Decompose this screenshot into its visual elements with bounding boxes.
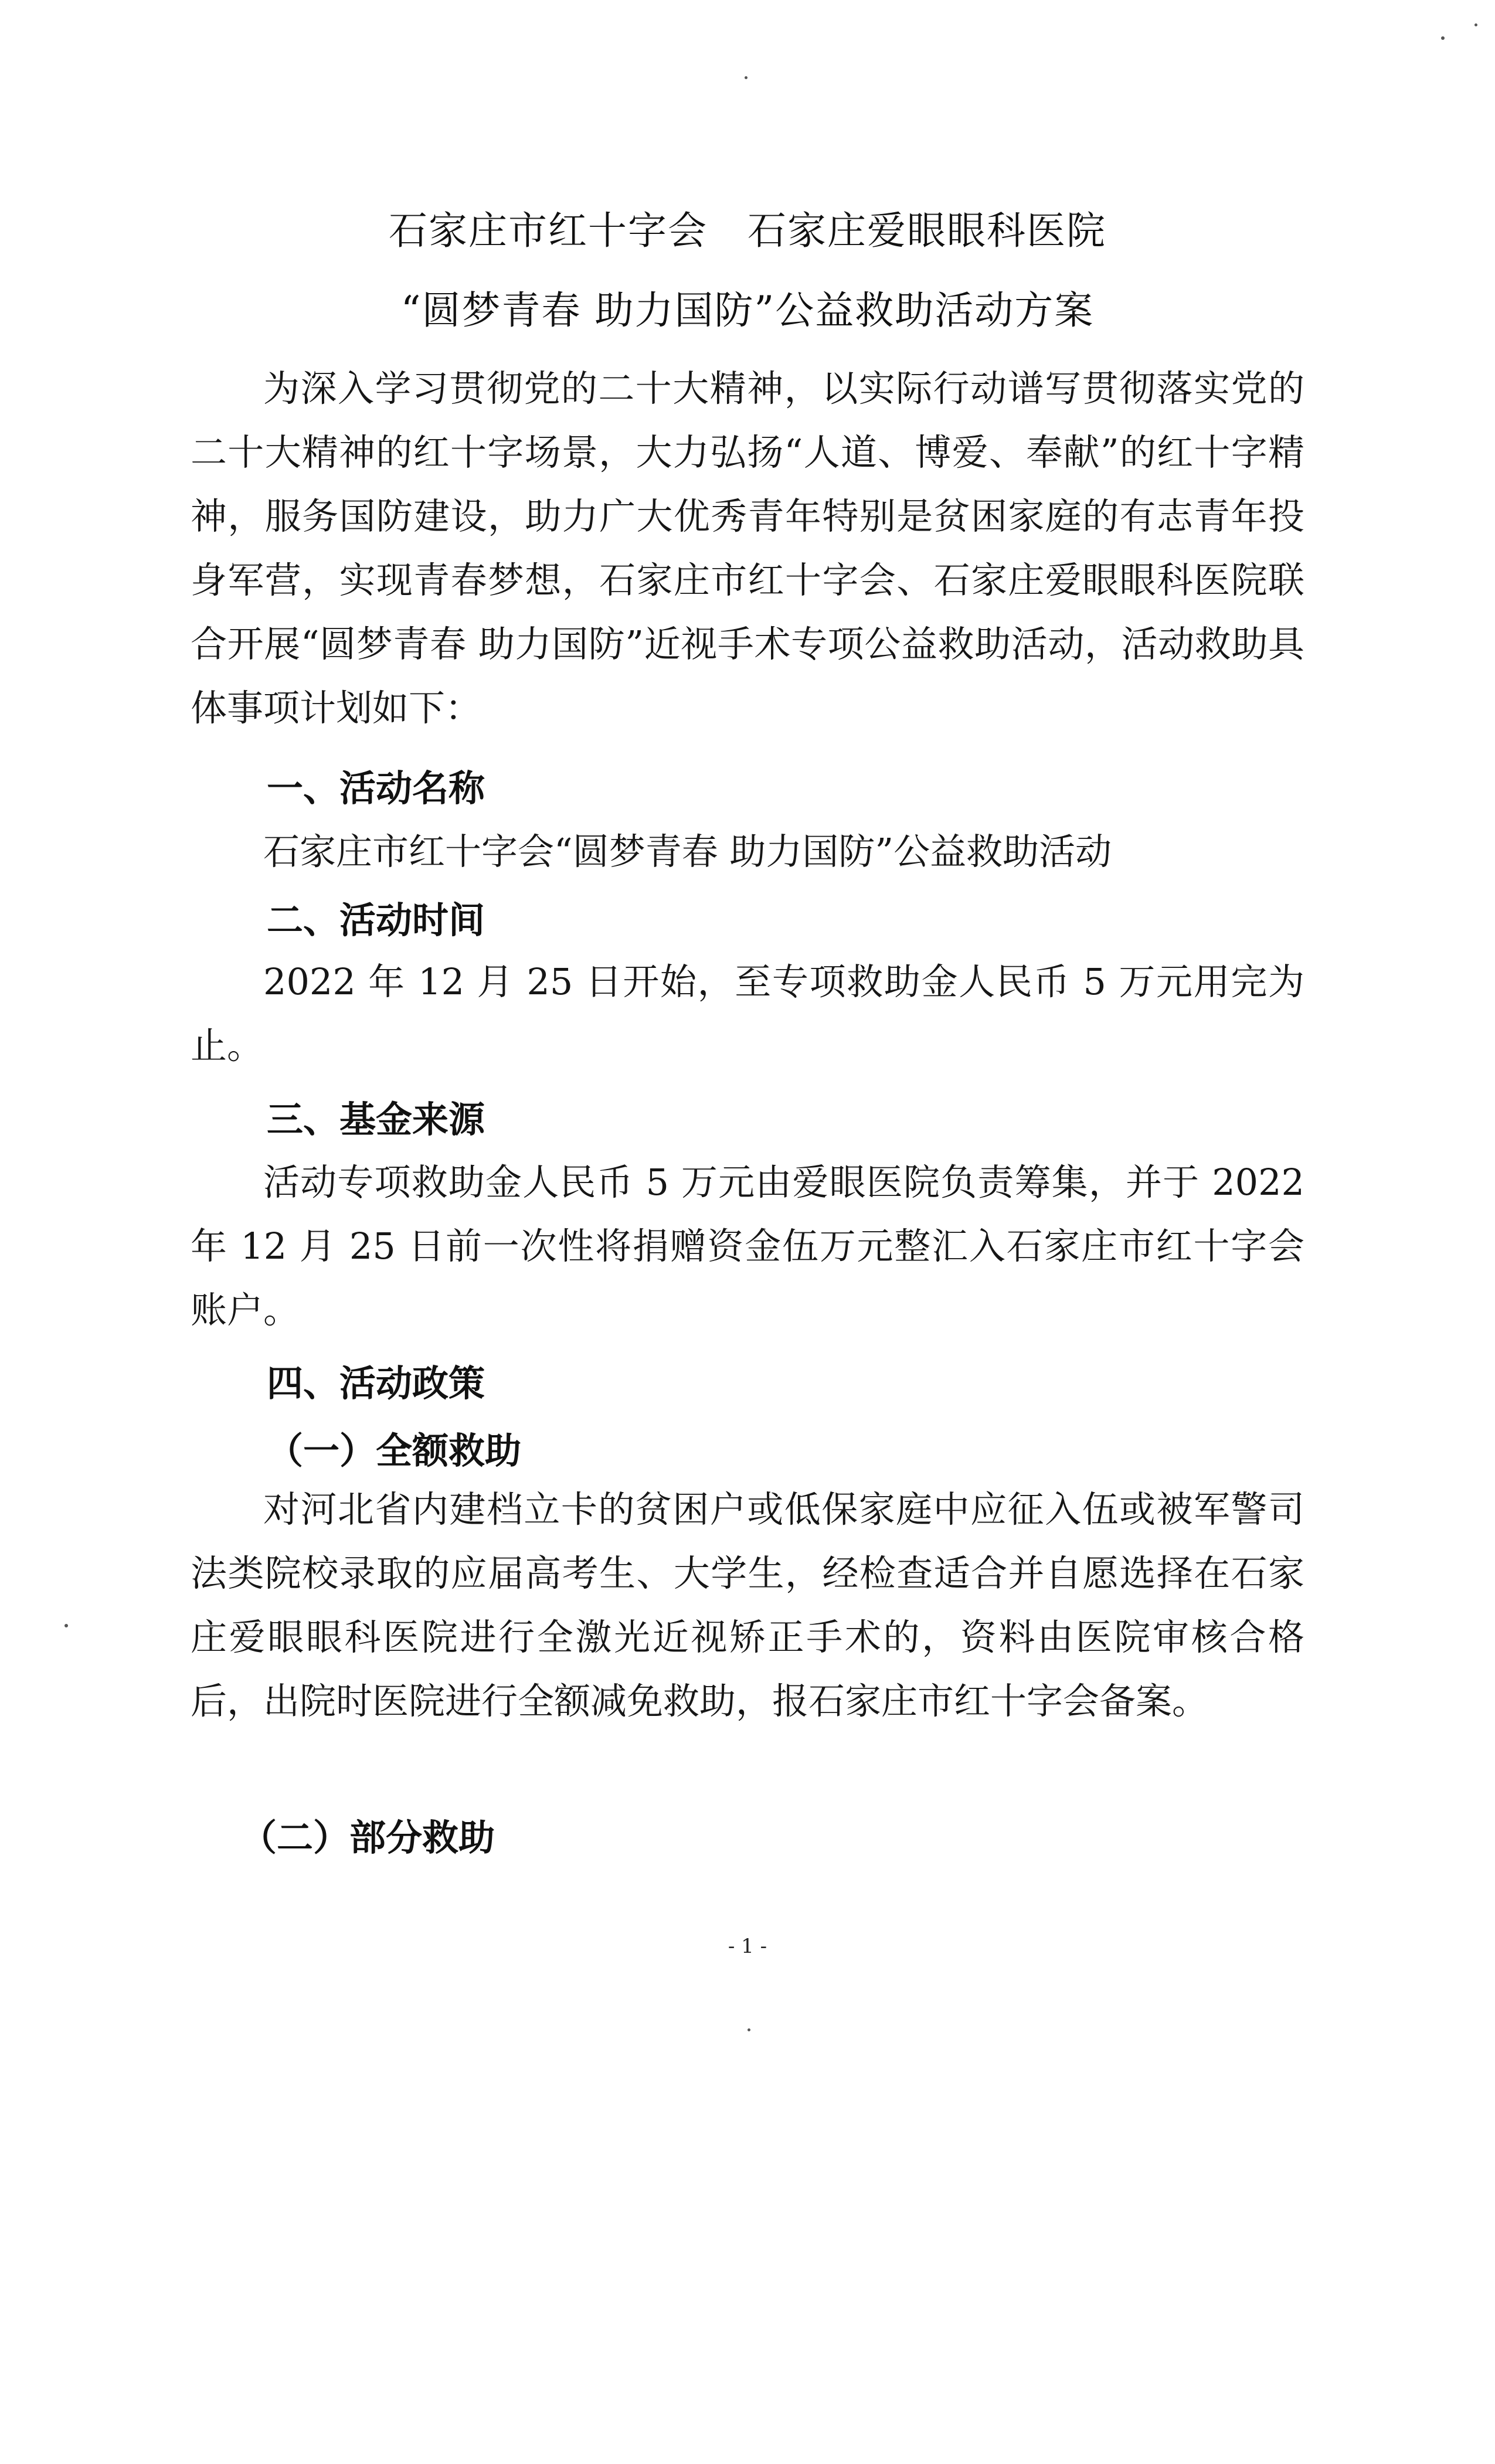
- subsection-heading-full-aid: （一）全额救助: [267, 1429, 522, 1472]
- scan-speck: [1441, 36, 1445, 40]
- page-number: - 1 -: [728, 1935, 767, 1958]
- section-body-fund-source: 活动专项救助金人民币 5 万元由爱眼医院负责筹集，并于 2022 年 12 月 25 日前一次性将捐赠资金伍万元整汇入石家庄市红十字会账户。: [191, 1161, 1304, 1331]
- section-body-activity-name: 石家庄市红十字会“圆梦青春 助力国防”公益救助活动: [263, 830, 1112, 873]
- section-heading-activity-policy: 四、活动政策: [267, 1362, 485, 1405]
- section-heading-activity-time: 二、活动时间: [267, 899, 485, 942]
- subsection-body-full-aid: 对河北省内建档立卡的贫困户或低保家庭中应征入伍或被军警司法类院校录取的应届高考生、大学生，经检查适合并自愿选择在石家庄爱眼眼科医院进行全激光近视矫正手术的，资料由医院审核合格后，出院时医院进行全额减免救助，报石家庄市红十字会备案。: [191, 1488, 1304, 1722]
- scan-speck: [745, 76, 748, 79]
- document-title-line-2: “圆梦青春 助力国防”公益救助活动方案: [400, 288, 1095, 333]
- scan-speck: [64, 1624, 68, 1627]
- intro-paragraph: 为深入学习贯彻党的二十大精神，以实际行动谱写贯彻落实党的二十大精神的红十字场景，大力弘扬“人道、博爱、奉献”的红十字精神，服务国防建设，助力广大优秀青年特别是贫困家庭的有志青年投身军营，实现青春梦想，石家庄市红十字会、石家庄爱眼眼科医院联合开展“圆梦青春 助力国防”近视手术专项公益救助活动，活动救助具体事项计划如下：: [191, 367, 1304, 729]
- section-heading-activity-name: 一、活动名称: [267, 767, 485, 810]
- scan-speck: [748, 2028, 750, 2031]
- section-heading-fund-source: 三、基金来源: [267, 1098, 485, 1141]
- scan-speck: [1474, 23, 1477, 26]
- subsection-heading-partial-aid: （二）部分救助: [240, 1816, 495, 1859]
- section-body-activity-time: 2022 年 12 月 25 日开始，至专项救助金人民币 5 万元用完为止。: [191, 960, 1304, 1067]
- document-title-line-1: 石家庄市红十字会 石家庄爱眼眼科医院: [389, 208, 1106, 253]
